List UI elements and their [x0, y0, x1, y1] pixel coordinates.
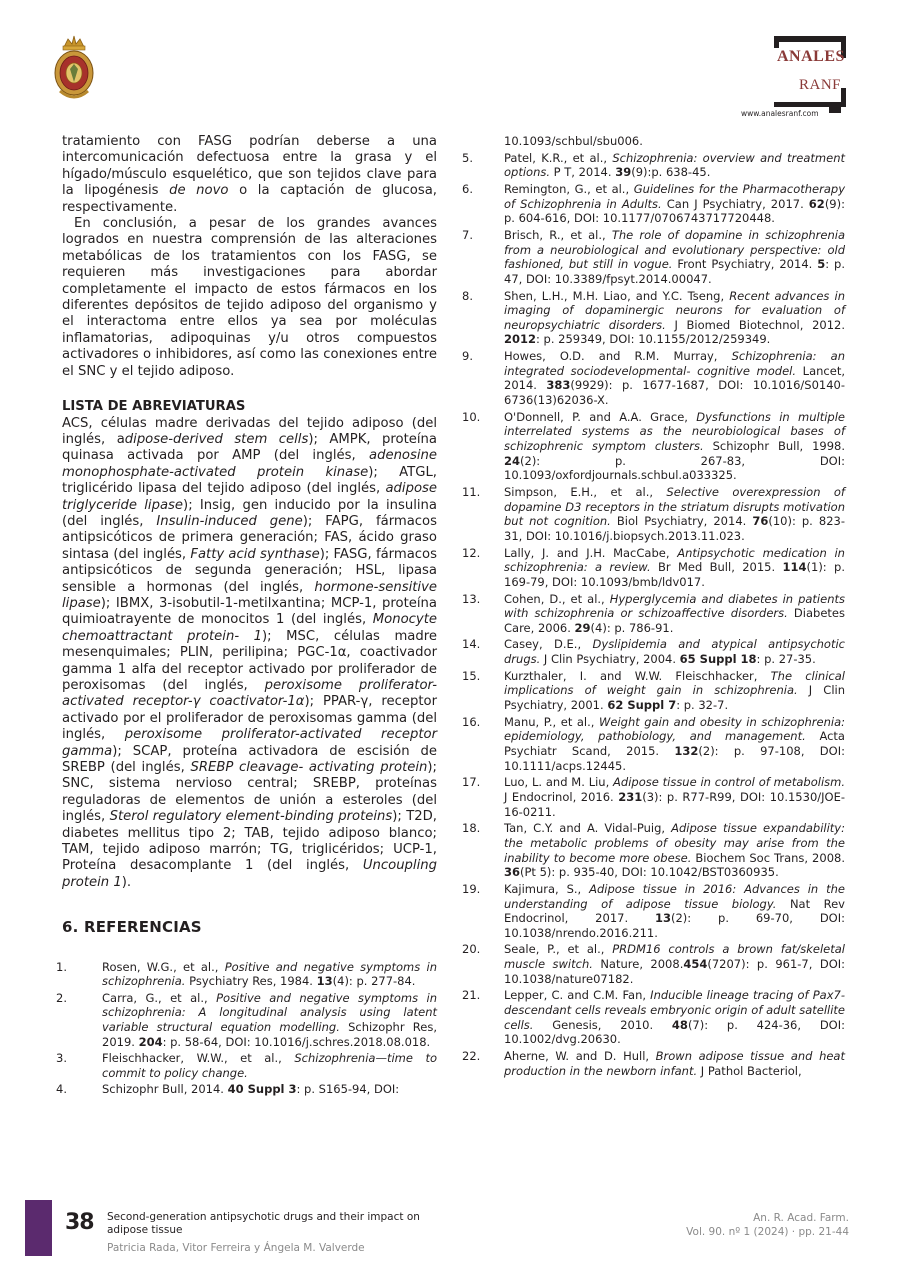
reference-item: 14. Casey, D.E., Dyslipidemia and atypical antipsychotic drugs. J Clin Psychiatry, 2004. 65 Suppl 18: p. 27-35. [462, 637, 845, 667]
journal-name: ANALES [777, 48, 845, 65]
footer-journal-line-2: Vol. 90. nº 1 (2024) · pp. 21-44 [686, 1226, 849, 1238]
reference-item: 4. Schizophr Bull, 2014. 40 Suppl 3: p. S165-94, DOI: [56, 1082, 400, 1097]
left-column [56, 134, 437, 1099]
journal-url[interactable]: www.analesranf.com [741, 109, 819, 118]
reference-item: 7. Brisch, R., et al., The role of dopamine in schizophrenia from a neurobiological and evolutionary perspective: old fashioned, but still in vogue. Front Psychiatry, 2014. 5: p. 47, DOI: 10.3389/fpsyt.2014.00047. [462, 228, 845, 286]
footer-article-title: Second-generation antipsychotic drugs and their impact on adipose tissue [107, 1211, 420, 1236]
reference-item: 15. Kurzthaler, I. and W.W. Fleischhacker, The clinical implications of weight gain in schizophrenia. J Clin Psychiatry, 2001. 62 Suppl 7: p. 32-7. [462, 668, 845, 713]
footer-journal-line-1: An. R. Acad. Farm. [753, 1212, 849, 1224]
reference-item: 2. Carra, G., et al., Positive and negative symptoms in schizophrenia: A longitudinal analysis using latent variable structural equation modelling. Schizophr Res, 2019. 204: p. 58-64, DOI: 10.1016/j.schres.2018.08.018. [56, 990, 437, 1049]
reference-item: 22. Aherne, W. and D. Hull, Brown adipose tissue and heat production in the newborn infant. J Pathol Bacteriol, [462, 1049, 845, 1078]
references-list-left [56, 959, 437, 1097]
abbreviations-heading: LISTA DE ABREVIATURAS [62, 399, 246, 415]
reference-item: 6. Remington, G., et al., Guidelines for the Pharmacotherapy of Schizophrenia in Adults. Can J Psychiatry, 2017. 62(9): p. 604-616, DOI: 10.1177/0706743717720448. [462, 182, 845, 226]
right-column [462, 134, 845, 1080]
reference-item: 19. Kajimura, S., Adipose tissue in 2016: Advances in the understanding of adipose tissue biology. Nat Rev Endocrinol, 2017. 13(2): p. 69-70, DOI: 10.1038/nrendo.2016.211. [462, 881, 845, 940]
references-list-right [462, 134, 845, 1078]
reference-item: 11. Simpson, E.H., et al., Selective overexpression of dopamine D3 receptors in the striatum disrupts motivation but not cognition. Biol Psychiatry, 2014. 76(10): p. 823- 31, DOI: 10.1016/j.biopsych.2013.11.023. [462, 484, 845, 543]
reference-item: 8. Shen, L.H., M.H. Liao, and Y.C. Tseng, Recent advances in imaging of dopaminergic neurons for evaluation of neuropsychiatric disorders. J Biomed Biotechnol, 2012. 2012: p. 259349, DOI: 10.1155/2012/259349. [462, 288, 845, 347]
paragraph-1: tratamiento con FASG podrían deberse a una intercomunicación defectuosa entre la grasa y el hígado/músculo esquelético, que son tejidos clave para la lipogénesis de novo o la captación de glucosa, respectivamente. [62, 134, 437, 215]
paragraph-2: En conclusión, a pesar de los grandes avances logrados en nuestra comprensión de las alteraciones metabólicas de los tratamientos con los FASG, se requieren más investigaciones para abordar completamente el impacto de estos fármacos en los diferentes depósitos de tejido adiposo del organismo y el interactoma entre ellos ya sea por moléculas inflamatorias, adipoquinas y/u otros compuestos activadores o inhibidores, así como las conexiones entre el SNC y el tejido adiposo. [62, 216, 437, 379]
journal-brand-logo [735, 36, 851, 120]
reference-item: 12. Lally, J. and J.H. MacCabe, Antipsychotic medication in schizophrenia: a review. Br Med Bull, 2015. 114(1): p. 169-79, DOI: 10.1093/bmb/ldv017. [462, 545, 845, 589]
reference-item: 18. Tan, C.Y. and A. Vidal-Puig, Adipose tissue expandability: the metabolic problems of obesity may arise from the inability to become more obese. Biochem Soc Trans, 2008. 36(Pt 5): p. 935-40, DOI: 10.1042/BST0360935. [462, 821, 845, 880]
footer-authors: Patricia Rada, Vitor Ferreira y Ángela M. Valverde [107, 1242, 365, 1254]
journal-sub: RANF [799, 77, 842, 93]
academy-seal-logo [50, 33, 98, 105]
reference-item: 9. Howes, O.D. and R.M. Murray, Schizophrenia: an integrated sociodevelopmental- cognitive model. Lancet, 2014. 383(9929): p. 1677-1687, DOI: 10.1016/S0140- 6736(13)62036-X. [462, 349, 846, 408]
reference-item: 13. Cohen, D., et al., Hyperglycemia and diabetes in patients with schizophrenia or schizoaffective disorders. Diabetes Care, 2006. 29(4): p. 786-91. [462, 591, 845, 635]
reference-item: 10. O'Donnell, P. and A.A. Grace, Dysfunctions in multiple interrelated systems as the neurobiological bases of schizophrenic symptom clusters. Schizophr Bull, 1998. 24(2): p. 267-83, DOI: 10.1093/oxfordjournals.schbul.a033325. [462, 409, 846, 483]
reference-continuation: 10.1093/schbul/sbu006. [504, 134, 643, 148]
reference-item: 3. Fleischhacker, W.W., et al., Schizophrenia—time to commit to policy change. [56, 1051, 437, 1080]
reference-item: 20. Seale, P., et al., PRDM16 controls a brown fat/skeletal muscle switch. Nature, 2008.454(7207): p. 961-7, DOI: 10.1038/nature07182. [462, 942, 846, 986]
footer-color-bar [25, 1200, 52, 1256]
reference-item: 1. Rosen, W.G., et al., Positive and negative symptoms in schizophrenia. Psychiatry Res, 1984. 13(4): p. 277-84. [56, 959, 437, 989]
references-heading: 6. REFERENCIAS [62, 918, 202, 937]
abbreviations-list: ACS, células madre derivadas del tejido adiposo (del inglés, adipose-derived stem cells); AMPK, proteína quinasa activada por AMP (del inglés, adenosine monophosphate-activated protein kinase); ATGL, triglicérido lipasa del tejido adiposo (del inglés, adipose triglyceride lipase); Insig, gen inducido por la insulina (del inglés, Insulin-induced gene); FAPG, fármacos antipsicóticos de primera generación; FAS, ácido graso sintasa (del inglés, Fatty acid synthase); FASG, fármacos antipsicóticos de segunda generación; HSL, lipasa sensible a hormonas (del inglés, hormone-sensitive lipase); IBMX, 3-isobutil-1-metilxantina; MCP-1, proteína quimioatrayente de monocitos 1 (del inglés, Monocyte chemoattractant protein- 1); MSC, células madre mesenquimales; PLIN, perilipina; PGC-1α, coactivador gamma 1 alfa del receptor activado por proliferador de peroxisomas (del inglés, peroxisome proliferator-activated receptor-γ coactivator-1α); PPAR-γ, receptor activado por el proliferador de peroxisomas gamma (del inglés, peroxisome proliferator-activated receptor gamma); SCAP, proteína activadora de escisión de SREBP (del inglés, SREBP cleavage- activating protein); SNC, sistema nervioso central; SREBP, proteínas reguladoras de elementos de unión a esteroles (del inglés, Sterol regulatory element-binding proteins); T2D, diabetes mellitus tipo 2; TAB, tejido adiposo blanco; TAM, tejido adiposo marrón; TG, triglicéridos; UCP-1, Proteína desacomplante 1 (del inglés, Uncoupling protein 1). [62, 415, 437, 890]
reference-item: 21. Lepper, C. and C.M. Fan, Inducible lineage tracing of Pax7-descendant cells reveals embryonic origin of adult satellite cells. Genesis, 2010. 48(7): p. 424-36, DOI: 10.1002/dvg.20630. [462, 988, 845, 1047]
reference-item: 16. Manu, P., et al., Weight gain and obesity in schizophrenia: epidemiology, pathobiology, and management. Acta Psychiatr Scand, 2015. 132(2): p. 97-108, DOI: 10.1111/acps.12445. [462, 714, 846, 773]
reference-item: 17. Luo, L. and M. Liu, Adipose tissue in control of metabolism. J Endocrinol, 2016. 231(3): p. R77-R99, DOI: 10.1530/JOE-16-0211. [462, 775, 845, 819]
page-number: 38 [65, 1210, 94, 1235]
reference-item: 5. Patel, K.R., et al., Schizophrenia: overview and treatment options. P T, 2014. 39(9):p. 638-45. [462, 150, 845, 180]
footer-journal-info [686, 1211, 849, 1239]
